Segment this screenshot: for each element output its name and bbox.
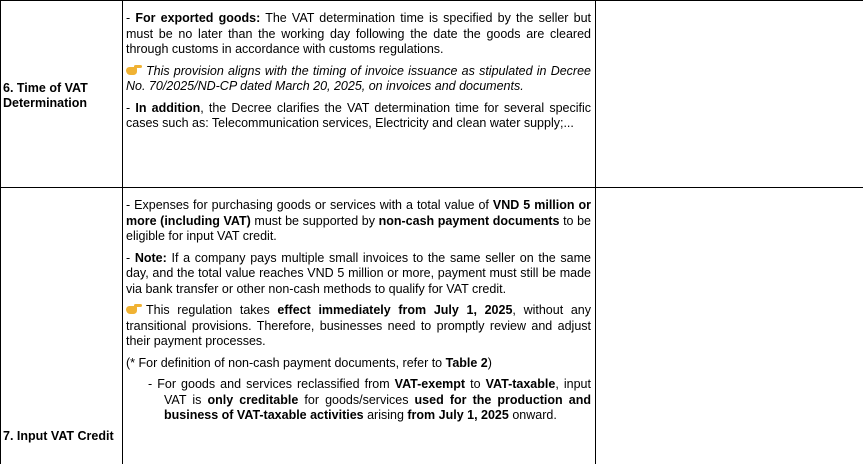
text: - For goods and services reclassified from (148, 377, 395, 391)
text: , without any transitional provisions. Therefore, businesses need to promptly review and adjust their payment processes. (126, 303, 592, 348)
bold-text: VND 5 million or more (including VAT) (126, 198, 591, 228)
text: This regulation takes (146, 303, 278, 317)
bold-text: Table 2 (445, 355, 488, 370)
row-content (123, 1, 595, 132)
paragraph (126, 303, 591, 350)
row-label: 6. Time of VAT Determination (3, 81, 88, 110)
text: arising (363, 408, 408, 422)
empty-cell (596, 1, 863, 188)
text: This provision aligns with the timing of invoice issuance as stipulated in Decree No. 70/2025/ND-CP dated March 20, 2025, on invoices and documents. (126, 63, 591, 93)
text: , the Decree clarifies the VAT determination time for several specific cases such as: Telecommunication services, Electricity and clean water supply;... (126, 100, 591, 130)
bold-text: non-cash payment documents (378, 213, 560, 228)
row-content (123, 188, 595, 424)
paragraph: - In addition, the Decree clarifies the VAT determination time for several specific cases such as: Telecommunication services, Electricity and clean water supply;... (126, 100, 591, 130)
table-row (1, 188, 863, 464)
bold-text: only creditable (207, 392, 299, 407)
bold-text: VAT-taxable (485, 377, 556, 391)
text: ) (487, 355, 492, 370)
table-row (1, 1, 863, 188)
text: (* For definition of non-cash payment documents, refer to (126, 355, 446, 370)
text: - Expenses for purchasing goods or services with a total value of (126, 198, 493, 212)
bold-text: For exported goods: (135, 11, 261, 25)
text: The VAT determination time is specified by the seller but must be no later than the working day following the date the goods are cleared through customs in accordance with customs regulations. (126, 11, 591, 56)
paragraph (126, 356, 591, 372)
paragraph (126, 64, 591, 95)
text: onward. (508, 408, 557, 422)
bold-text: used for the production and business of VAT-taxable activities (164, 392, 591, 422)
row-label: 7. Input VAT Credit (3, 429, 114, 443)
paragraph: - For exported goods: The VAT determination time is specified by the seller but must be no later than the working day following the date the goods are cleared through customs in accordance with customs regulations. (126, 11, 591, 56)
text: If a company pays multiple small invoices to the same seller on the same day, and the total value reaches VND 5 million or more, payment must still be made via bank transfer or other non-cash methods to qualify for VAT credit. (126, 250, 591, 296)
bold-text: VAT-exempt (394, 377, 466, 391)
paragraph: - Note: If a company pays multiple small invoices to the same seller on the same day, and the total value reaches VND 5 million or more, payment must still be made via bank transfer or other non-cash methods to qualify for VAT credit. (126, 250, 591, 296)
text: to be eligible for input VAT credit. (126, 213, 592, 243)
text: for goods/services (298, 392, 415, 407)
row-content-cell (123, 1, 596, 188)
empty-cell (596, 188, 863, 464)
paragraph (126, 377, 591, 424)
bold-text: from July 1, 2025 (407, 408, 509, 422)
bold-text: In addition (135, 100, 201, 115)
text: to (465, 377, 486, 391)
row-label-cell (1, 1, 123, 188)
text: must be supported by (250, 213, 379, 228)
row-content-cell (123, 188, 596, 464)
bold-text: Note: (134, 250, 167, 265)
row-label-cell (1, 188, 123, 464)
text: , input VAT is (164, 377, 591, 407)
bold-text: effect immediately from July 1, 2025 (277, 303, 513, 317)
backhand-index-pointing-right-icon (126, 64, 142, 76)
backhand-index-pointing-right-icon (126, 303, 142, 315)
paragraph (126, 198, 591, 245)
